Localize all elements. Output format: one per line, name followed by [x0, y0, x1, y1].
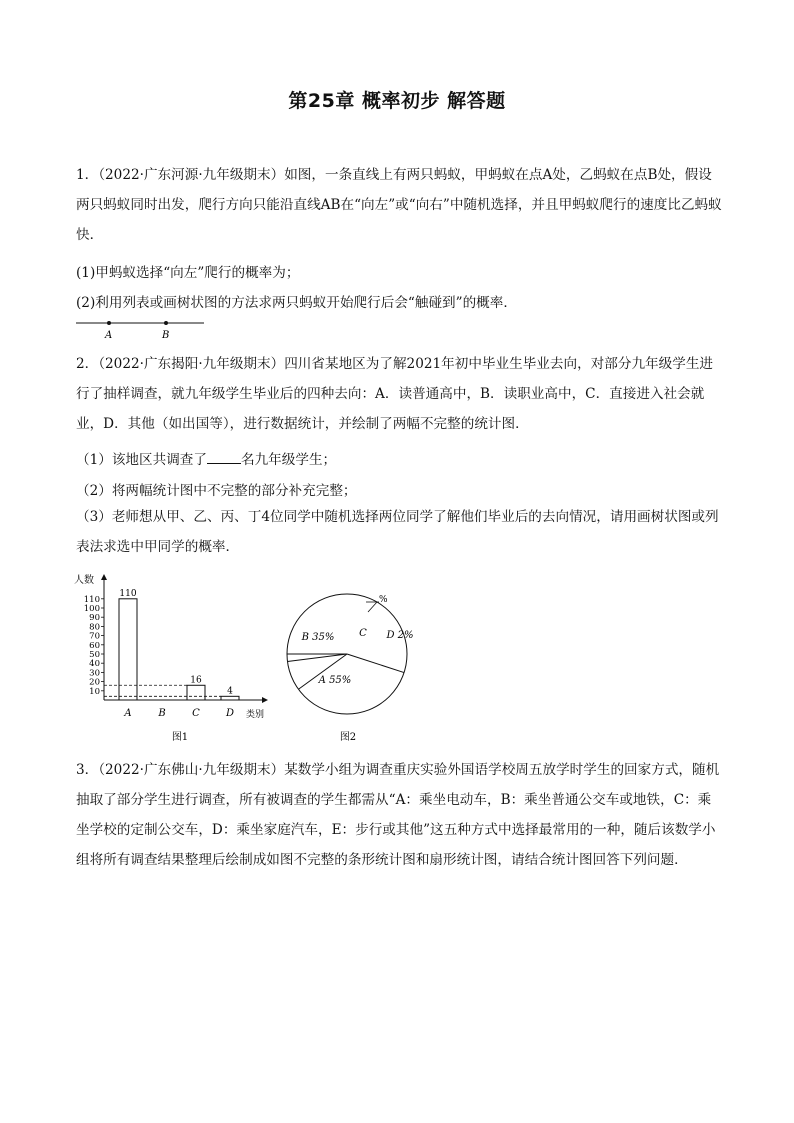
callout-label: % [379, 595, 388, 605]
point-a-label: A [105, 330, 113, 341]
slice-label-a: A 55% [318, 675, 352, 686]
question-2-sub3: （3）老师想从甲、乙、丙、丁4位同学中随机选择两位同学了解他们毕业后的去向情况，请用画树状图或列表法求选中甲同学的概率． [76, 509, 719, 555]
y-tick-label: 80 [89, 622, 100, 633]
question-1-text: 1．（2022·广东河源·九年级期末）如图，一条直线上有两只蚂蚁，甲蚂蚁在点A处，乙蚂蚁在点B处，假设两只蚂蚁同时出发，爬行方向只能沿直线AB在“向左”或“向右”中随机选择，并且甲蚂蚁爬行的速度比乙蚂蚁快． [76, 167, 722, 243]
y-tick-label: 100 [83, 604, 100, 614]
bar-d [221, 696, 239, 700]
slice-boundary-b [347, 654, 404, 673]
number-line-figure [74, 314, 214, 344]
y-tick-label: 60 [89, 640, 100, 651]
y-tick-label: 20 [89, 677, 100, 688]
point-b-dot [164, 321, 168, 325]
question-2-sub1 [76, 448, 336, 468]
question-1-sub1: (1)甲蚂蚁选择“向左”爬行的概率为； [76, 265, 300, 281]
pie-chart-figure-2 [280, 588, 430, 748]
figure-2-caption: 图2 [339, 732, 357, 743]
bar-a [119, 599, 137, 700]
y-tick-label: 40 [89, 659, 100, 670]
question-2-sub1-suffix: 名九年级学生； [241, 452, 337, 468]
data-label-d: 4 [227, 686, 233, 697]
question-2-text: 2．（2022·广东揭阳·九年级期末）四川省某地区为了解2021年初中毕业生毕业去向，对部分九年级学生进行了抽样调查，就九年级学生毕业后的四种去向：A．读普通高中，B．读职业高中，C．直接进入社会就业，D．其他（如出国等），进行数据统计，并绘制了两幅不完整的统计图． [76, 356, 714, 432]
question-3-text: 3．（2022·广东佛山·九年级期末）某数学小组为调查重庆实验外国语学校周五放学时学生的回家方式，随机抽取了部分学生进行调查，所有被调查的学生都需从“A：乘坐电动车，B：乘坐普通公交车或地铁，C：乘坐学校的定制公交车，D：乘坐家庭汽车，E：步行或其他”这五种方式中选择最常用的一种，随后该数学小组将所有调查结果整理后绘制成如图不完整的条形统计图和扇形统计图，请结合统计图回答下列问题． [76, 762, 720, 868]
answer-blank [207, 449, 241, 464]
y-axis-label: 人数 [74, 575, 94, 586]
slice-label-b: B 35% [301, 632, 335, 643]
page-title: 第25章 概率初步 解答题 [288, 90, 506, 112]
y-tick-label: 50 [89, 650, 100, 660]
x-tick-label: C [192, 708, 200, 719]
bar-chart-figure-1 [70, 572, 280, 747]
question-2-sub2: （2）将两幅统计图中不完整的部分补充完整； [76, 483, 357, 499]
x-tick-label: D [225, 708, 235, 719]
data-label-c: 16 [190, 675, 202, 686]
x-axis-label: 类别 [246, 710, 265, 720]
point-a-dot [107, 321, 111, 325]
question-1-sub2: (2)利用列表或画树状图的方法求两只蚂蚁开始爬行后会“触碰到”的概率． [76, 295, 517, 311]
data-label-a: 110 [119, 588, 137, 599]
y-tick-label: 110 [83, 594, 100, 605]
y-tick-label: 90 [89, 613, 100, 624]
callout-leader [368, 602, 377, 612]
question-2-sub1-prefix: （1）该地区共调查了 [76, 452, 207, 468]
slice-label-d: D 2% [386, 630, 414, 641]
x-axis-arrow [262, 697, 268, 703]
y-tick-label: 30 [89, 668, 100, 679]
y-tick-label: 70 [89, 631, 100, 642]
x-tick-label: B [158, 708, 166, 719]
x-tick-label: A [124, 708, 132, 719]
figure-1-caption: 图1 [171, 732, 189, 743]
point-b-label: B [162, 330, 170, 341]
y-tick-label: 10 [89, 686, 100, 697]
slice-label-c: C [359, 628, 367, 639]
bar-c [187, 685, 205, 700]
y-axis-arrow [101, 574, 107, 580]
